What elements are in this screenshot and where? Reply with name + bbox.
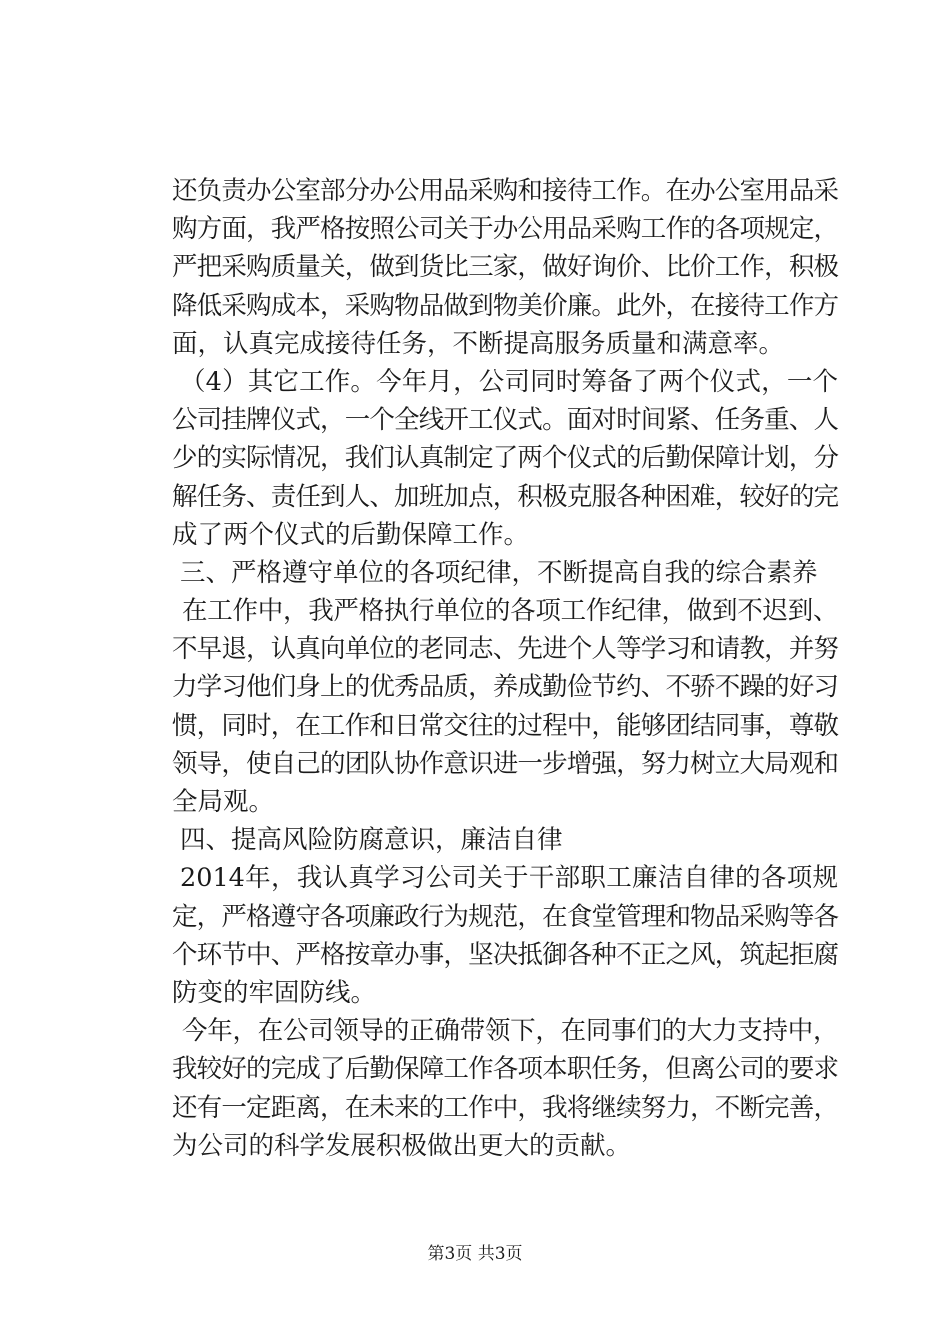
document-body	[172, 172, 838, 1165]
text-line: 防变的牢固防线。	[172, 977, 377, 1008]
text-line: 面，认真完成接待任务，不断提高服务质量和满意率。	[172, 328, 785, 359]
text-line: 全局观。	[172, 787, 275, 817]
text-line: 我较好的完成了后勤保障工作各项本职任务，但离公司的要求	[172, 1054, 838, 1085]
text-line: 少的实际情况，我们认真制定了两个仪式的后勤保障计划，分	[172, 443, 838, 474]
text-line: 为公司的科学发展积极做出更大的贡献。	[172, 1130, 632, 1161]
text-line: 2014年，我认真学习公司关于干部职工廉洁自律的各项规	[180, 863, 838, 894]
page-number-footer: 第3页 共3页	[427, 1244, 523, 1264]
text-line: 惯，同时，在工作和日常交往的过程中，能够团结同事，尊敬	[172, 710, 838, 741]
text-line: 公司挂牌仪式，一个全线开工仪式。面对时间紧、任务重、人	[172, 405, 838, 436]
text-line: 成了两个仪式的后勤保障工作。	[172, 519, 530, 550]
text-line: 还有一定距离，在未来的工作中，我将继续努力，不断完善，	[172, 1092, 838, 1123]
text-line: 力学习他们身上的优秀品质，养成勤俭节约、不骄不躁的好习	[172, 672, 838, 703]
text-line: 严把采购质量关，做到货比三家，做好询价、比价工作，积极	[172, 252, 838, 283]
text-line: 领导，使自己的团队协作意识进一步增强，努力树立大局观和	[172, 748, 838, 779]
section-heading: 三、严格遵守单位的各项纪律，不断提高自我的综合素养	[180, 557, 818, 588]
section-heading: 四、提高风险防腐意识，廉洁自律	[180, 825, 563, 856]
text-line: （4）其它工作。今年月，公司同时筹备了两个仪式，一个	[180, 366, 838, 397]
text-line: 定，严格遵守各项廉政行为规范，在食堂管理和物品采购等各	[172, 901, 838, 932]
text-line: 还负责办公室部分办公用品采购和接待工作。在办公室用品采	[172, 176, 838, 206]
text-line: 个环节中、严格按章办事，坚决抵御各种不正之风，筑起拒腐	[172, 939, 838, 970]
text-line: 解任务、责任到人、加班加点，积极克服各种困难，较好的完	[172, 481, 838, 512]
text-line: 购方面，我严格按照公司关于办公用品采购工作的各项规定，	[172, 214, 838, 245]
text-line: 降低采购成本，采购物品做到物美价廉。此外，在接待工作方	[172, 290, 838, 321]
text-line: 在工作中，我严格执行单位的各项工作纪律，做到不迟到、	[182, 596, 838, 627]
text-line: 不早退，认真向单位的老同志、先进个人等学习和请教，并努	[172, 634, 838, 665]
text-line: 今年，在公司领导的正确带领下，在同事们的大力支持中，	[182, 1016, 838, 1047]
